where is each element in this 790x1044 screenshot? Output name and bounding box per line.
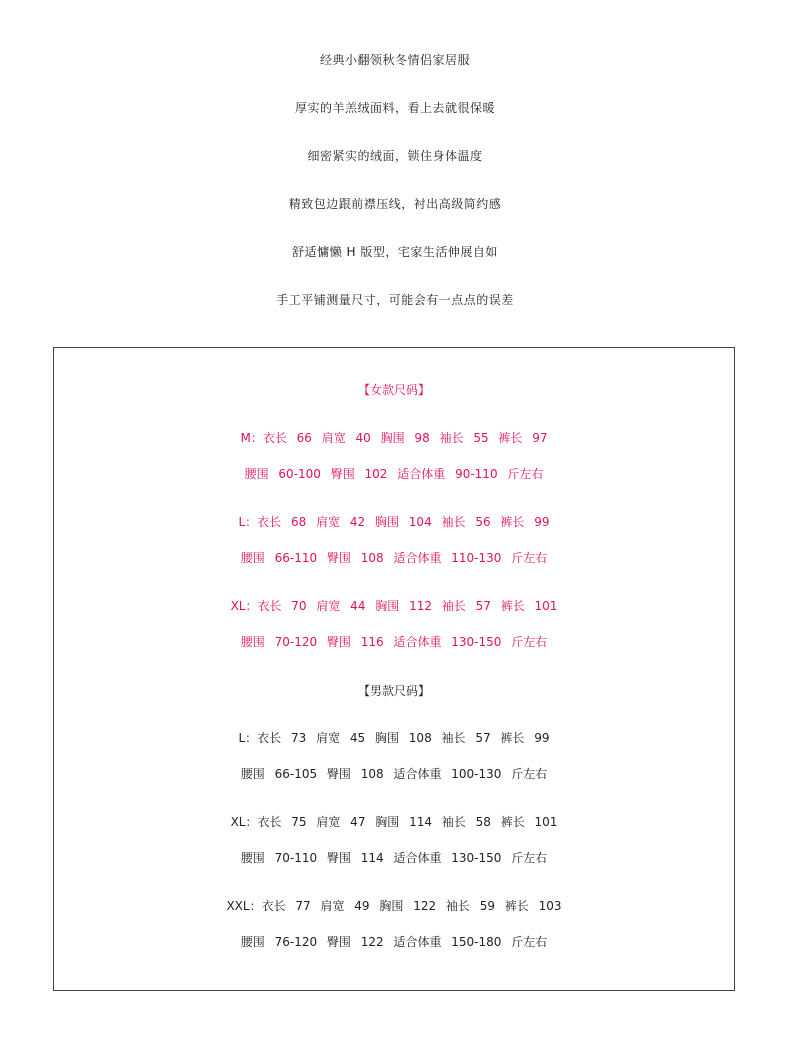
product-description: [0, 36, 790, 324]
women-size-xl-fit: 腰围 70-120 臀围 116 适合体重 130-150 斤左右: [240, 635, 548, 649]
women-size-m-measurements: M：衣长 66 肩宽 40 胸围 98 袖长 55 裤长 97: [240, 431, 548, 445]
description-line: 经典小翻领秋冬情侣家居服: [319, 53, 470, 67]
men-size-xxl-fit: 腰围 76-120 臀围 122 适合体重 150-180 斤左右: [240, 935, 548, 949]
men-size-title: 【男款尺码】: [357, 684, 430, 698]
description-line: 精致包边跟前襟压线，衬出高级简约感: [288, 197, 502, 211]
description-line: 手工平铺测量尺寸，可能会有一点点的误差: [276, 293, 514, 307]
description-line: 细密紧实的绒面，锁住身体温度: [307, 149, 483, 163]
women-size-title: 【女款尺码】: [357, 383, 430, 397]
women-size-m-fit: 腰围 60-100 臀围 102 适合体重 90-110 斤左右: [244, 467, 544, 481]
women-size-l-measurements: L：衣长 68 肩宽 42 胸围 104 袖长 56 裤长 99: [238, 515, 550, 529]
men-size-xxl-measurements: XXL：衣长 77 肩宽 49 胸围 122 袖长 59 裤长 103: [226, 899, 562, 913]
description-line: 舒适慵懒 H 版型，宅家生活伸展自如: [292, 245, 498, 259]
women-size-xl-measurements: XL：衣长 70 肩宽 44 胸围 112 袖长 57 裤长 101: [230, 599, 558, 613]
description-line: 厚实的羊羔绒面料，看上去就很保暖: [294, 101, 495, 115]
men-size-xl-measurements: XL：衣长 75 肩宽 47 胸围 114 袖长 58 裤长 101: [230, 815, 558, 829]
size-chart-box: [53, 347, 735, 991]
men-size-xl-fit: 腰围 70-110 臀围 114 适合体重 130-150 斤左右: [240, 851, 548, 865]
women-size-l-fit: 腰围 66-110 臀围 108 适合体重 110-130 斤左右: [240, 551, 548, 565]
men-size-l-fit: 腰围 66-105 臀围 108 适合体重 100-130 斤左右: [240, 767, 548, 781]
men-size-l-measurements: L：衣长 73 肩宽 45 胸围 108 袖长 57 裤长 99: [238, 731, 550, 745]
